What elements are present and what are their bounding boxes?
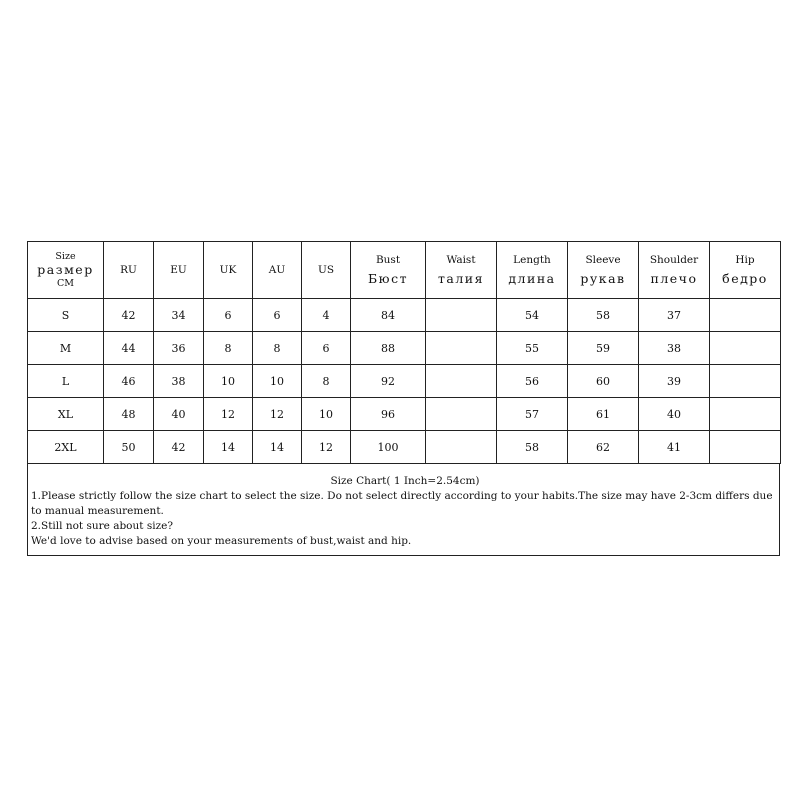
size-cell: L [28,365,104,398]
table-cell: 8 [253,332,302,365]
table-cell: 40 [639,398,710,431]
header-col-en: Waist [446,254,476,266]
header-col-en: Length [513,254,551,266]
table-cell: 10 [204,365,253,398]
table-cell: 38 [639,332,710,365]
table-cell [710,332,781,365]
table-cell: 57 [497,398,568,431]
header-col-ru: бедро [722,271,768,286]
table-cell: 84 [351,299,426,332]
header-col-sleeve [568,242,639,299]
table-cell: 54 [497,299,568,332]
table-cell: 42 [154,431,204,464]
table-cell: 36 [154,332,204,365]
header-size-en: Size [55,251,76,262]
table-cell: 6 [204,299,253,332]
table-cell: 46 [104,365,154,398]
header-col-hip [710,242,781,299]
table-row [28,431,781,464]
header-col-en: Shoulder [649,254,699,266]
table-cell: 8 [302,365,351,398]
header-col-en: Hip [735,254,755,266]
table-cell: 60 [568,365,639,398]
table-cell: 10 [302,398,351,431]
header-col-length [497,242,568,299]
header-col-shoulder [639,242,710,299]
table-cell [710,365,781,398]
table-cell [710,398,781,431]
table-cell: 44 [104,332,154,365]
table-cell: 59 [568,332,639,365]
size-cell: S [28,299,104,332]
table-cell: 34 [154,299,204,332]
table-row [28,332,781,365]
header-col-bust [351,242,426,299]
size-cell: XL [28,398,104,431]
table-cell: 39 [639,365,710,398]
table-cell: 62 [568,431,639,464]
note-line-2: 2.Still not sure about size? [31,520,173,532]
table-cell: 55 [497,332,568,365]
header-col-eu [154,242,204,299]
size-table [27,241,781,464]
table-cell: 10 [253,365,302,398]
table-cell: 40 [154,398,204,431]
size-chart [27,241,780,556]
table-cell: 42 [104,299,154,332]
table-cell: 12 [253,398,302,431]
table-cell: 58 [568,299,639,332]
table-cell: 14 [253,431,302,464]
table-cell: 61 [568,398,639,431]
table-cell [426,299,497,332]
table-row [28,299,781,332]
table-cell: 6 [253,299,302,332]
table-cell: 8 [204,332,253,365]
header-col-ru: талия [437,271,485,286]
header-col-en: EU [170,264,187,276]
table-cell: 50 [104,431,154,464]
table-cell: 14 [204,431,253,464]
size-cell: 2XL [28,431,104,464]
header-col-uk [204,242,253,299]
table-cell: 12 [204,398,253,431]
note-line-1: 1.Please strictly follow the size chart to select the size. Do not select directly according to your habits.The size may have 2-3cm differs due to manual measurement. [31,490,776,517]
table-body [28,299,781,464]
table-cell: 6 [302,332,351,365]
header-col-en: US [317,264,335,276]
header-col-us [302,242,351,299]
table-cell: 96 [351,398,426,431]
table-cell: 56 [497,365,568,398]
header-col-en: RU [120,264,137,276]
header-col-ru [104,242,154,299]
table-cell [710,299,781,332]
header-col-ru: длина [508,271,556,286]
header-size-unit: CM [57,278,74,289]
table-cell: 58 [497,431,568,464]
note-line-3: We'd love to advise based on your measurements of bust,waist and hip. [31,535,412,547]
header-col-en: Sleeve [585,254,621,266]
header-size-ru: размер [37,262,94,277]
table-cell: 48 [104,398,154,431]
table-cell: 100 [351,431,426,464]
table-row [28,398,781,431]
header-col-en: AU [268,264,286,276]
table-cell: 37 [639,299,710,332]
table-cell [426,365,497,398]
table-cell: 88 [351,332,426,365]
table-cell: 92 [351,365,426,398]
table-cell: 12 [302,431,351,464]
header-col-en: UK [219,264,237,276]
header-col-ru: плечо [650,271,698,286]
header-col-au [253,242,302,299]
size-cell: M [28,332,104,365]
table-cell: 4 [302,299,351,332]
table-row [28,365,781,398]
table-cell [426,332,497,365]
header-row [28,242,781,299]
table-cell: 41 [639,431,710,464]
table-cell [426,398,497,431]
header-size [28,242,104,299]
header-col-ru: рукав [580,271,626,286]
table-cell: 38 [154,365,204,398]
size-notes [27,464,780,556]
size-chart-caption: Size Chart( 1 Inch=2.54cm) [330,475,480,487]
header-col-ru: Бюст [368,271,408,286]
header-col-en: Bust [375,254,401,266]
table-cell [426,431,497,464]
header-col-waist [426,242,497,299]
table-cell [710,431,781,464]
